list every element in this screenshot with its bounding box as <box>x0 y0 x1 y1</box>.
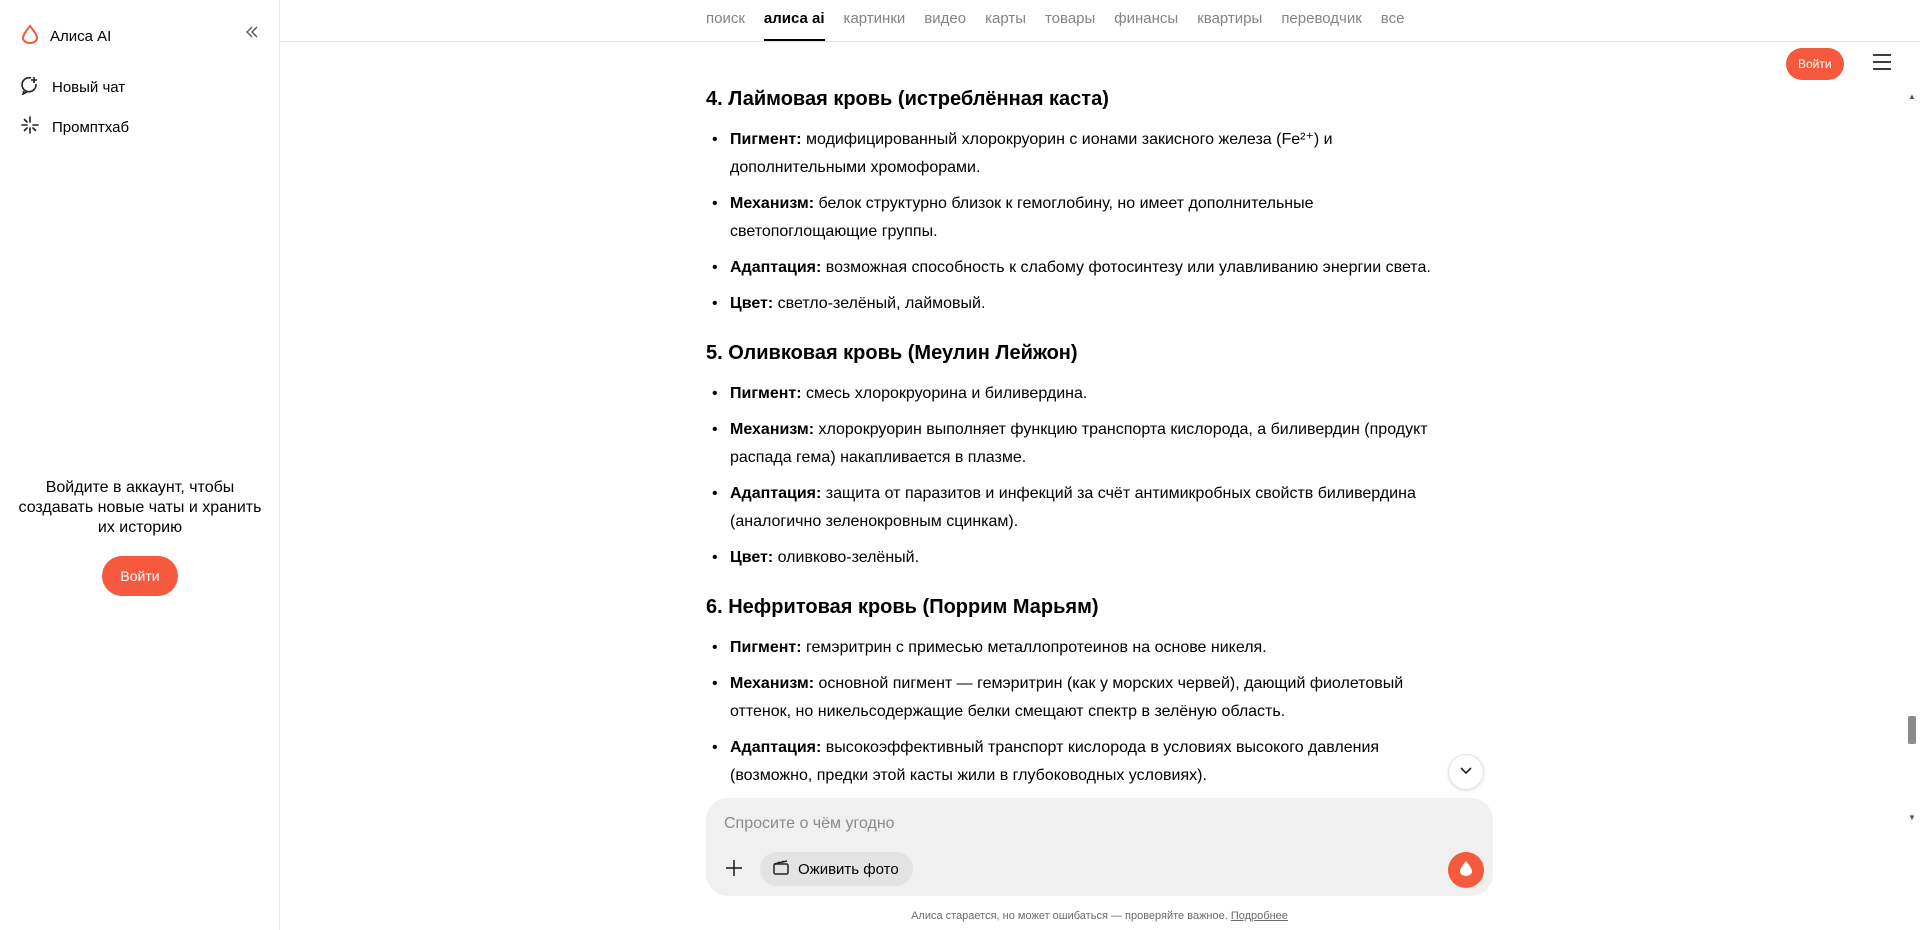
sidebar-item-label: Новый чат <box>52 78 126 96</box>
hamburger-icon <box>1872 58 1892 75</box>
scroll-down-arrow-icon[interactable]: ▼ <box>1908 813 1916 822</box>
list-item: • Пигмент: смесь хлорокруорина и биливердина. <box>706 380 1436 408</box>
chat-input[interactable] <box>724 812 1424 836</box>
sparkle-icon <box>20 115 40 139</box>
list-item: • Пигмент: гемэритрин с примесью металлопротеинов на основе никеля. <box>706 634 1436 662</box>
section-lime-blood <box>706 86 1436 318</box>
scrollbar-thumb[interactable] <box>1908 716 1916 744</box>
section-jade-blood <box>706 594 1436 790</box>
list-item: • Адаптация: возможная способность к слабому фотосинтезу или улавливанию энергии света. <box>706 254 1436 282</box>
list-item: • Механизм: белок структурно близок к гемоглобину, но имеет дополнительные светопоглощающие группы. <box>706 190 1436 246</box>
list-item: • Механизм: основной пигмент — гемэритрин (как у морских червей), дающий фиолетовый оттенок, но никельсодержащие белки смещают спектр в зелёную область. <box>706 670 1436 726</box>
clapperboard-icon <box>772 858 790 880</box>
sidebar-login-button[interactable]: Войти <box>102 556 177 596</box>
scroll-up-arrow-icon[interactable]: ▲ <box>1908 92 1916 101</box>
scroll-to-bottom-button[interactable] <box>1448 754 1484 790</box>
tab-images[interactable]: картинки <box>843 10 906 27</box>
animate-photo-button[interactable] <box>760 852 913 886</box>
list-item: • Цвет: оливково-зелёный. <box>706 544 1436 572</box>
tab-alice-ai[interactable]: алиса ai <box>764 10 825 41</box>
menu-button[interactable] <box>1872 53 1892 73</box>
section-title: 6. Нефритовая кровь (Поррим Марьям) <box>706 596 1099 618</box>
header-login-button[interactable]: Войти <box>1786 48 1844 80</box>
sidebar <box>0 0 280 930</box>
attach-button[interactable] <box>722 856 746 880</box>
chat-input-box <box>706 798 1493 896</box>
scrollbar[interactable] <box>1906 92 1918 822</box>
double-chevron-left-icon <box>244 24 260 45</box>
tab-apartments[interactable]: квартиры <box>1197 10 1263 27</box>
chat-content <box>706 86 1436 798</box>
sidebar-item-prompthub[interactable] <box>20 115 129 139</box>
chevron-down-icon <box>1458 762 1474 783</box>
brand[interactable] <box>20 24 111 49</box>
login-promo <box>0 478 280 596</box>
collapse-sidebar-button[interactable] <box>242 24 262 44</box>
section-title: 4. Лаймовая кровь (истреблённая каста) <box>706 88 1109 110</box>
section-olive-blood <box>706 340 1436 572</box>
tab-all[interactable]: все <box>1380 10 1405 27</box>
section-title: 5. Оливковая кровь (Меулин Лейжон) <box>706 342 1078 364</box>
list-item: • Механизм: хлорокруорин выполняет функцию транспорта кислорода, а биливердин (продукт распада гема) накапливается в плазме. <box>706 416 1436 472</box>
send-button[interactable] <box>1448 852 1484 888</box>
alice-icon <box>1456 858 1476 883</box>
login-prompt-text: Войдите в аккаунт, чтобы создавать новые чаты и хранить их историю <box>18 479 262 536</box>
tab-translator[interactable]: переводчик <box>1281 10 1362 27</box>
tab-search[interactable]: поиск <box>706 10 745 27</box>
list-item: • Адаптация: защита от паразитов и инфекций за счёт антимикробных свойств биливердина (аналогично зеленокровным сцинкам). <box>706 480 1436 536</box>
list-item: • Цвет: светло-зелёный, лаймовый. <box>706 290 1436 318</box>
list-item: • Адаптация: высокоэффективный транспорт кислорода в условиях высокого давления (возможно, предки этой касты жили в глубоководных условиях). <box>706 734 1436 790</box>
brand-name: Алиса AI <box>50 28 112 45</box>
alice-logo-icon <box>20 24 40 49</box>
sidebar-item-new-chat[interactable] <box>20 75 125 99</box>
tab-row <box>706 10 1404 41</box>
service-tabs <box>280 0 1920 42</box>
disclaimer-text: Алиса старается, но может ошибаться — проверяйте важное. <box>911 910 1228 922</box>
sidebar-item-label: Промптхаб <box>52 118 130 136</box>
tab-video[interactable]: видео <box>924 10 967 27</box>
tab-goods[interactable]: товары <box>1044 10 1096 27</box>
animate-photo-label: Оживить фото <box>798 860 899 878</box>
tab-maps[interactable]: карты <box>985 10 1026 27</box>
tab-finance[interactable]: финансы <box>1114 10 1179 27</box>
more-info-link[interactable]: Подробнее <box>1230 910 1288 922</box>
disclaimer-footer <box>706 910 1493 922</box>
list-item: • Пигмент: модифицированный хлорокруорин с ионами закисного железа (Fe²⁺) и дополнительными хромофорами. <box>706 126 1436 182</box>
new-chat-icon <box>20 75 40 99</box>
plus-icon <box>722 867 746 884</box>
